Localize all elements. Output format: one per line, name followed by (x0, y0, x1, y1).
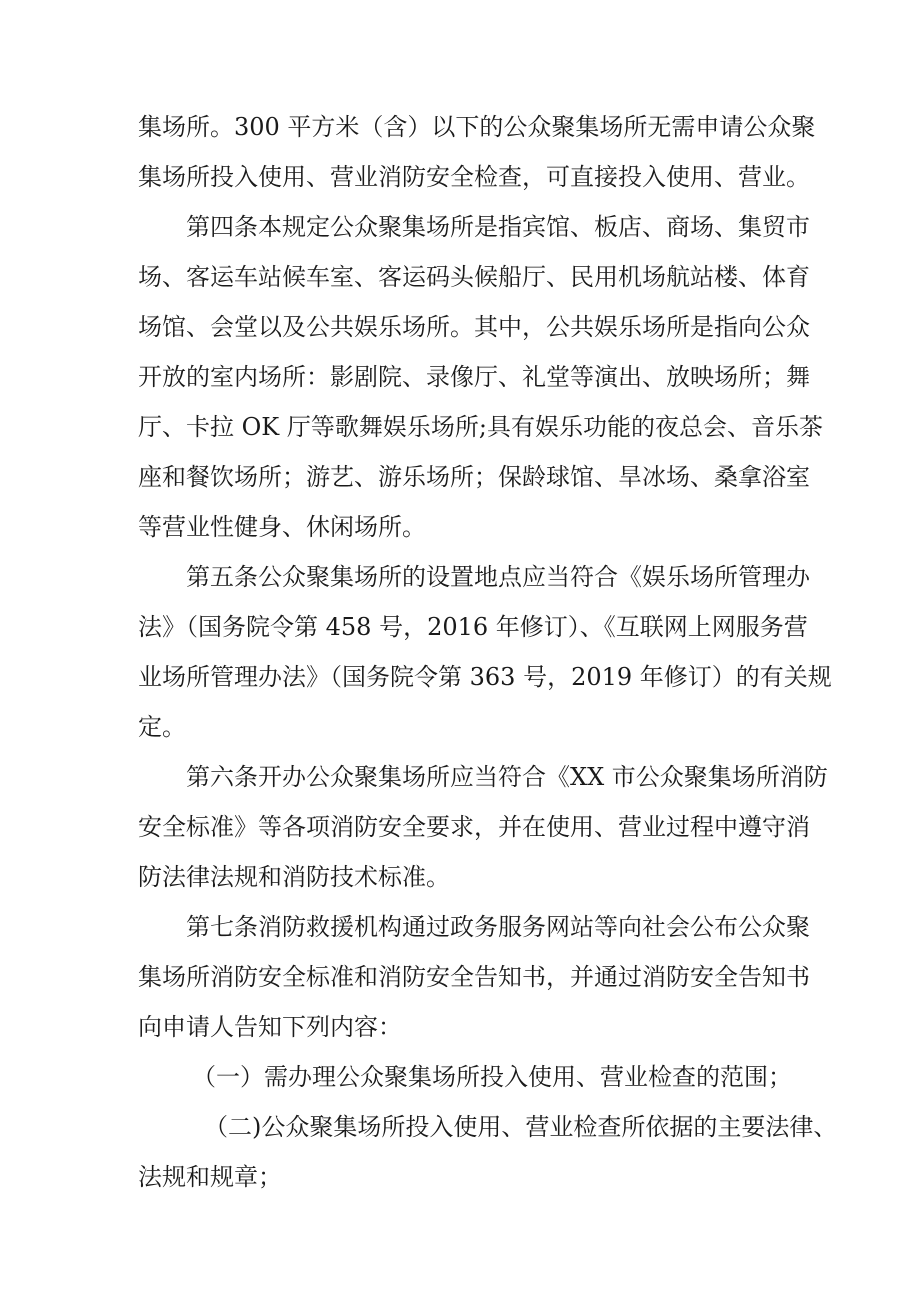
text-line: 定。 (138, 713, 186, 741)
text-line: 防法律法规和消防技术标准。 (138, 863, 450, 891)
text-line: 第五条公众聚集场所的设置地点应当符合《娱乐场所管理办 (186, 563, 810, 591)
text-line: 法》（国务院令第 458 号，2016 年修订）、《互联网上网服务营 (138, 613, 808, 641)
list-item-2: （二)公众聚集场所投入使用、营业检查所依据的主要法律、 (204, 1113, 838, 1141)
text-line: 第四条本规定公众聚集场所是指宾馆、板店、商场、集贸市 (186, 213, 810, 241)
text-line: 向申请人告知下列内容： (138, 1013, 402, 1041)
text-line: 座和餐饮场所；游艺、游乐场所；保龄球馆、旱冰场、桑拿浴室 (138, 463, 810, 491)
text-line: 集场所。300 平方米（含）以下的公众聚集场所无需申请公众聚 (138, 113, 816, 141)
text-line: 开放的室内场所：影剧院、录像厅、礼堂等演出、放映场所；舞 (138, 363, 810, 391)
text-line: 集场所消防安全标准和消防安全告知书，并通过消防安全告知书 (138, 963, 810, 991)
text-line: 第七条消防救援机构通过政务服务网站等向社会公布公众聚 (186, 913, 810, 941)
text-line: 法规和规章； (138, 1163, 282, 1191)
text-line: 等营业性健身、休闲场所。 (138, 513, 426, 541)
text-line: 业场所管理办法》（国务院令第 363 号，2019 年修订）的有关规 (138, 663, 832, 691)
list-item-1: （一）需办理公众聚集场所投入使用、营业检查的范围； (192, 1063, 792, 1091)
text-line: 安全标准》等各项消防安全要求，并在使用、营业过程中遵守消 (138, 813, 810, 841)
text-line: 第六条开办公众聚集场所应当符合《XX 市公众聚集场所消防 (186, 763, 828, 791)
text-line: 厅、卡拉 OK 厅等歌舞娱乐场所;具有娱乐功能的夜总会、音乐茶 (138, 413, 823, 441)
text-line: 集场所投入使用、营业消防安全检查，可直接投入使用、营业。 (138, 163, 810, 191)
text-line: 场馆、会堂以及公共娱乐场所。其中，公共娱乐场所是指向公众 (138, 313, 810, 341)
text-line: 场、客运车站候车室、客运码头候船厅、民用机场航站楼、体育 (138, 263, 810, 291)
